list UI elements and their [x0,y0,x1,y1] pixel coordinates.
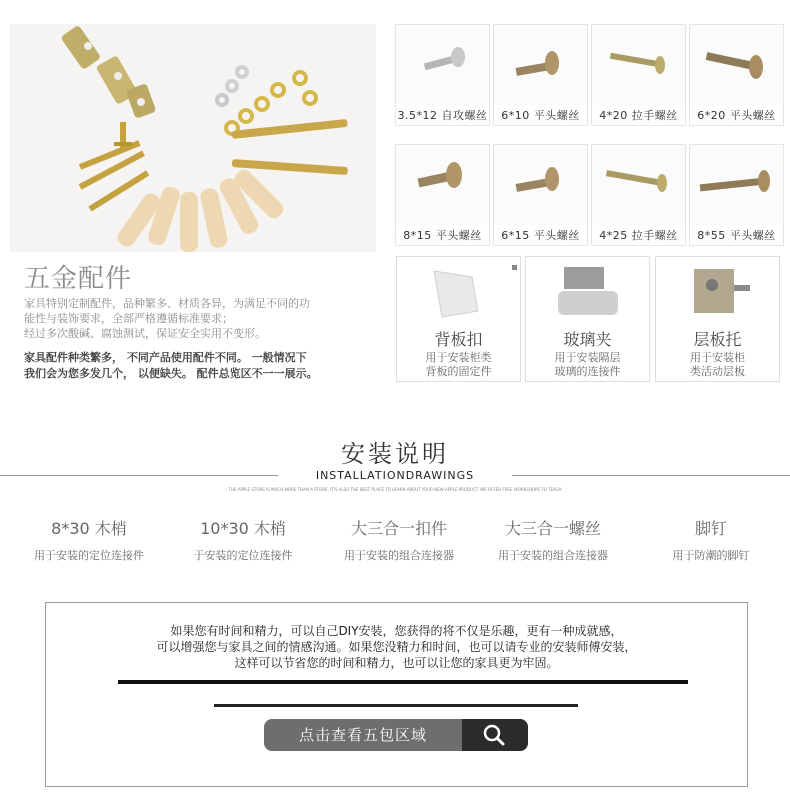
fitting-title: 玻璃夹 [563,330,612,349]
screw-label: 6*20 平头螺丝 [697,109,776,122]
screw-label: 4*20 拉手螺丝 [599,109,678,122]
flat-head-screw-icon [494,145,587,225]
flat-head-screw-icon [690,25,783,105]
screw-label: 6*10 平头螺丝 [501,109,580,122]
notice-line-1: 如果您有时间和精力，可以自己DIY安装，您获得的将不仅是乐趣，更有一种成就感， [170,624,623,638]
hardware-note-line-2: 我们会为您多发几个， 以便缺失。 配件总览区不一一展示。 [24,367,318,380]
fitting-desc [526,351,649,379]
flat-head-screw-icon [396,145,489,225]
fitting-desc-line: 用于安装柜 [690,351,745,364]
screw-card [689,24,784,126]
screw-label: 8*55 平头螺丝 [697,229,776,242]
install-item-desc: 用于安装的组合连接器 [498,549,608,562]
screw-card [395,24,490,126]
view-service-area-button[interactable] [264,719,528,751]
screw-card [395,144,490,246]
back-panel-clip-icon [422,263,492,323]
install-item-name: 8*30 木梢 [51,519,127,538]
install-item-name: 脚钉 [694,519,727,538]
corner-marker [512,265,517,270]
handle-screw-icon [592,25,685,105]
install-tagline: THE APPLE STORE IS MUCH MORE THAN A STORE. IT'S ALSO THE BEST PLACE TO LEARN ABOUT YOUR NEW APPLE PRODUCT. WE OFFER FREE WORKSHOPS TO TEACH [228,487,562,492]
fitting-desc-line: 用于安装隔层 [554,351,621,364]
fitting-desc-line: 玻璃的连接件 [554,365,621,378]
back-panel-clip-card [396,256,521,382]
hardware-note-line-1: 家具配件种类繁多， 不同产品使用配件不同。 一般情况下 [24,351,307,364]
screw-card [493,144,588,246]
fitting-desc [397,351,520,379]
screw-label: 3.5*12 自攻螺丝 [397,109,488,122]
screw-card [689,144,784,246]
hardware-desc-line-1: 家具特别定制配件，品种繁多、材质各异，为满足不同的功 [24,297,310,310]
screw-card [591,24,686,126]
shelf-support-card [655,256,780,382]
hardware-desc-line-2: 能性与装饰要求，全部严格遵循标准要求； [24,312,233,325]
install-item-name: 大三合一螺丝 [504,519,601,538]
install-item-name: 10*30 木梢 [200,519,286,538]
fitting-desc-line: 用于安装柜类 [425,351,492,364]
fitting-title: 背板扣 [434,330,483,349]
install-item-desc: 用于安装的定位连接件 [34,549,144,562]
glass-clamp-icon [548,261,628,323]
screw-label: 6*15 平头螺丝 [501,229,580,242]
flat-head-screw-icon [494,25,587,105]
install-subtitle: INSTALLATIONDRAWINGS [315,469,475,482]
screw-card [591,144,686,246]
install-item-name: 大三合一扣件 [350,519,447,538]
install-item-desc: 于安装的定位连接件 [193,549,293,562]
search-icon[interactable] [462,719,528,751]
screw-label: 8*15 平头螺丝 [403,229,482,242]
divider-bar-long [118,680,688,684]
install-title: 安装说明 [341,440,449,468]
shelf-support-icon [686,263,756,323]
hardware-photo [10,24,376,252]
self-tapping-screw-icon [396,25,489,105]
divider-bar-short [214,704,578,707]
hardware-desc-line-3: 经过多次酸碱、腐蚀测试，保证安全实用不变形。 [24,327,266,340]
fitting-desc-line: 类活动层板 [690,365,745,378]
install-item-desc: 用于安装的组合连接器 [344,549,454,562]
fitting-desc [656,351,779,379]
screw-label: 4*25 拉手螺丝 [599,229,678,242]
notice-line-3: 这样可以节省您的时间和精力，也可以让您的家具更为牢固。 [234,656,559,670]
fitting-title: 层板托 [693,330,742,349]
handle-screw-icon [592,145,685,225]
notice-line-2: 可以增强您与家具之间的情感沟通。如果您没精力和时间，也可以请专业的安装师傅安装， [156,640,637,654]
hardware-illustration [10,24,376,252]
view-service-area-label: 点击查看五包区域 [298,726,427,744]
hardware-title: 五金配件 [24,264,133,294]
flat-head-screw-icon [690,145,783,225]
install-item-desc: 用于防潮的脚钉 [672,549,750,562]
screw-card [493,24,588,126]
glass-clamp-card [525,256,650,382]
fitting-desc-line: 背板的固定件 [425,365,492,378]
